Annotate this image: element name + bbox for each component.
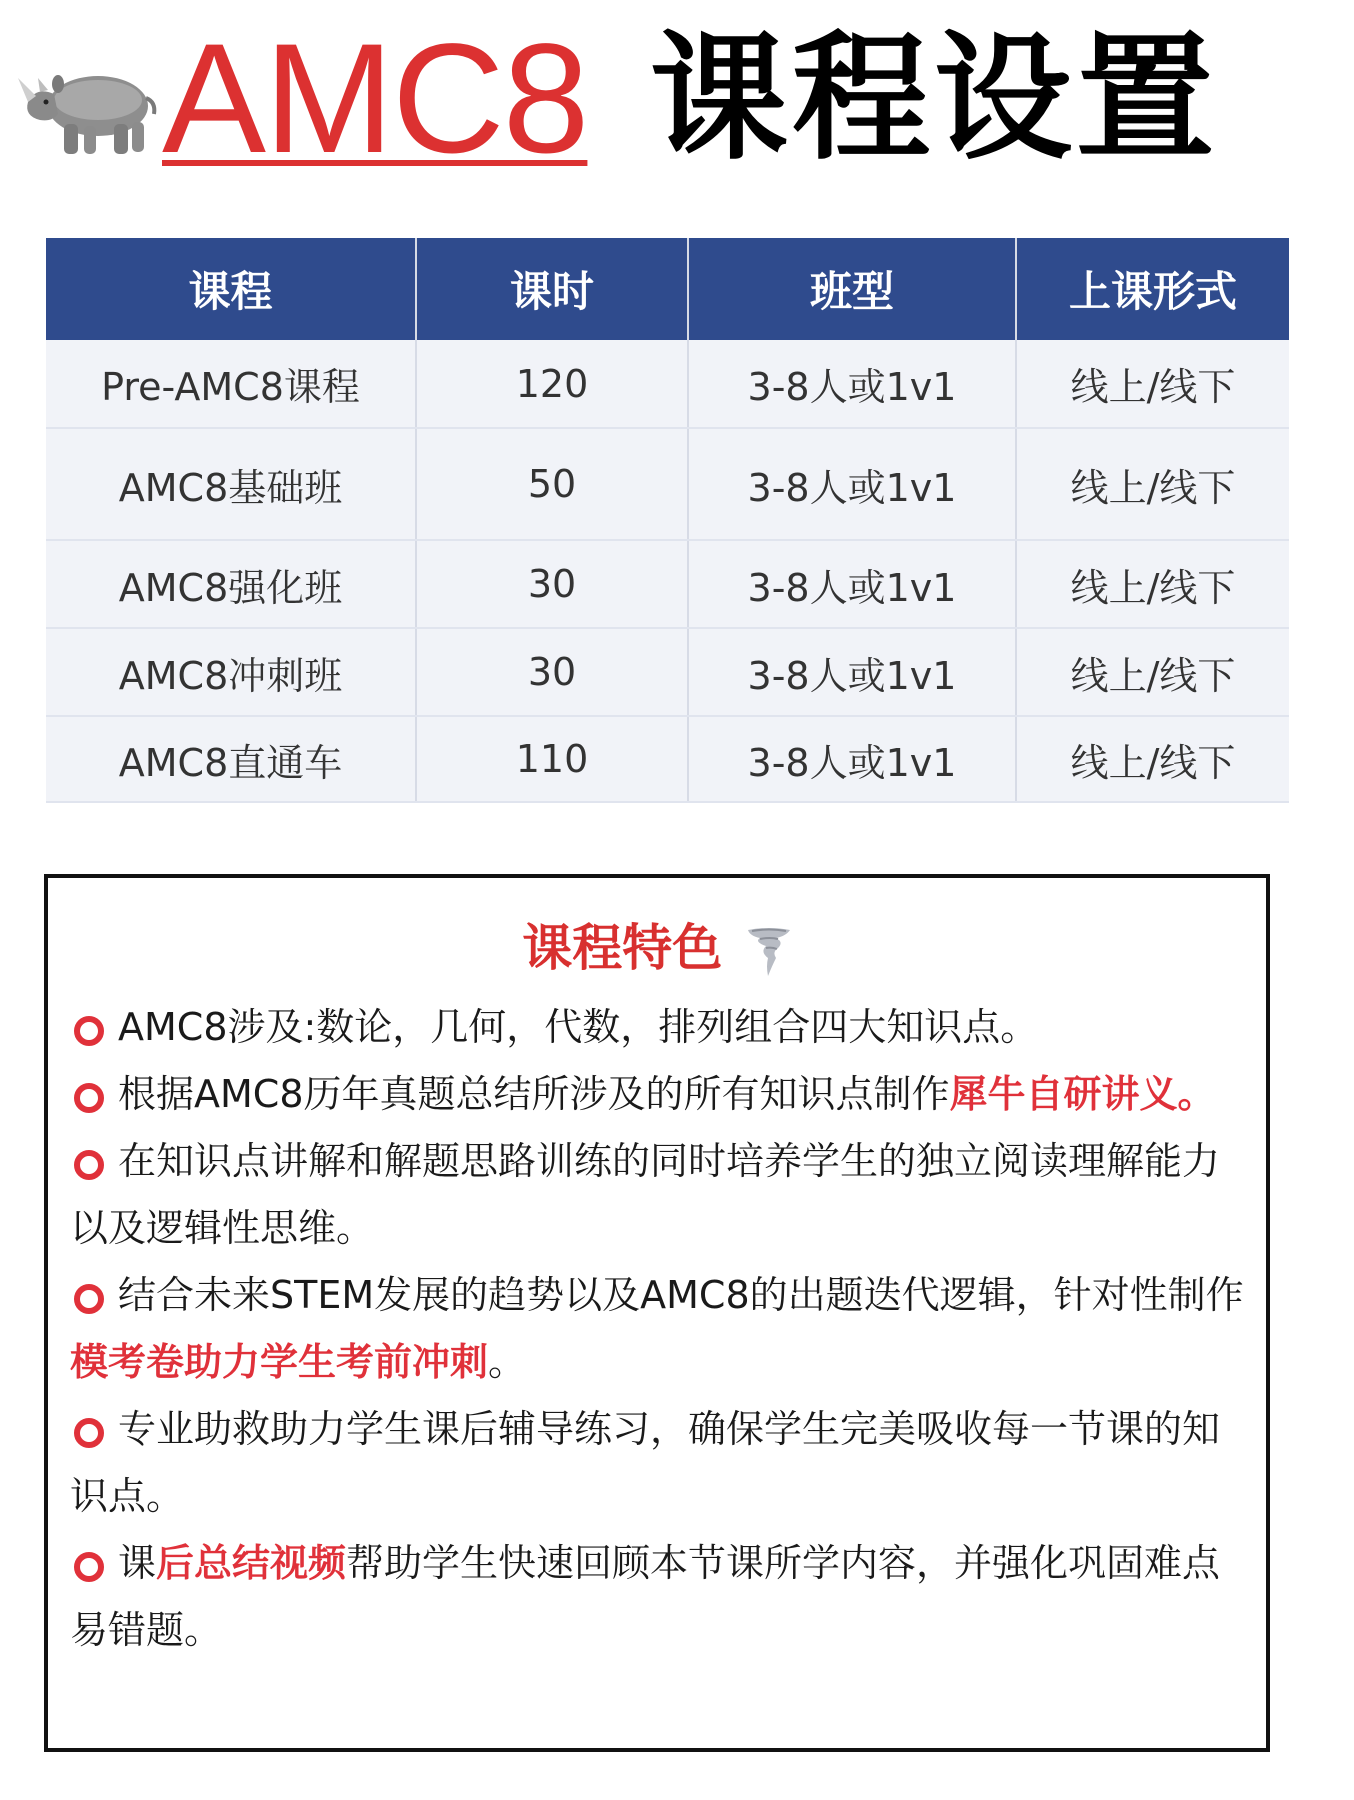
table-cell: 50 [416,428,688,540]
feature-text: 课 [118,1541,157,1585]
feature-item [70,1262,1256,1396]
feature-item [70,994,1256,1061]
title-text: 课程设置 [650,18,1219,179]
red-ring-icon [74,1016,104,1046]
tornado-icon [746,926,792,978]
table-cell: 3-8人或1v1 [688,716,1016,802]
table-cell: 3-8人或1v1 [688,340,1016,428]
feature-text-tail: 帮助学生快速回顾本节课所学内容，并强化巩固难点易错题。 [70,1541,1221,1652]
table-row [46,540,1289,628]
red-ring-icon [74,1552,104,1582]
table-cell: AMC8基础班 [46,428,416,540]
rhino-icon [14,44,164,162]
red-ring-icon [74,1284,104,1314]
features-box [44,874,1270,1752]
table-cell: 线上/线下 [1016,340,1289,428]
feature-item [70,1128,1256,1262]
column-header: 班型 [688,238,1016,340]
table-cell: AMC8直通车 [46,716,416,802]
table-cell: 线上/线下 [1016,540,1289,628]
feature-text: 根据AMC8历年真题总结所涉及的所有知识点制作 [118,1072,950,1116]
feature-text: AMC8涉及:数论，几何，代数，排列组合四大知识点。 [118,1005,1039,1049]
title-brand: AMC8 [162,12,588,186]
feature-highlight: 模考卷助力学生考前冲刺 [70,1340,489,1384]
course-table [46,238,1289,803]
red-ring-icon [74,1083,104,1113]
feature-item [70,1530,1256,1664]
table-cell: 3-8人或1v1 [688,540,1016,628]
table-cell: 30 [416,540,688,628]
table-cell: AMC8冲刺班 [46,628,416,716]
features-list [70,994,1256,1664]
feature-text-tail: 。 [488,1340,527,1384]
page-header [0,0,1354,190]
feature-highlight: 犀牛自研讲义。 [949,1072,1216,1116]
column-header: 课时 [416,238,688,340]
feature-text: 在知识点讲解和解题思路训练的同时培养学生的独立阅读理解能力以及逻辑性思维。 [70,1139,1221,1250]
feature-text: 结合未来STEM发展的趋势以及AMC8的出题迭代逻辑，针对性制作 [118,1273,1244,1317]
column-header: 课程 [46,238,416,340]
table-row [46,340,1289,428]
table-cell: Pre-AMC8课程 [46,340,416,428]
feature-item [70,1396,1256,1530]
table-row [46,628,1289,716]
table-cell: 30 [416,628,688,716]
table-cell: 线上/线下 [1016,628,1289,716]
table-cell: 线上/线下 [1016,716,1289,802]
feature-highlight: 后总结视频 [156,1541,347,1585]
table-cell: AMC8强化班 [46,540,416,628]
table-cell: 3-8人或1v1 [688,428,1016,540]
column-header: 上课形式 [1016,238,1289,340]
table-cell: 110 [416,716,688,802]
table-header-row [46,238,1289,340]
red-ring-icon [74,1418,104,1448]
features-title [48,918,1266,978]
feature-item [70,1061,1256,1128]
red-ring-icon [74,1150,104,1180]
table-row [46,716,1289,802]
table-cell: 3-8人或1v1 [688,628,1016,716]
table-cell: 120 [416,340,688,428]
feature-text: 专业助救助力学生课后辅导练习，确保学生完美吸收每一节课的知识点。 [70,1407,1221,1518]
table-row [46,428,1289,540]
features-title-text: 课程特色 [522,919,723,977]
table-cell: 线上/线下 [1016,428,1289,540]
